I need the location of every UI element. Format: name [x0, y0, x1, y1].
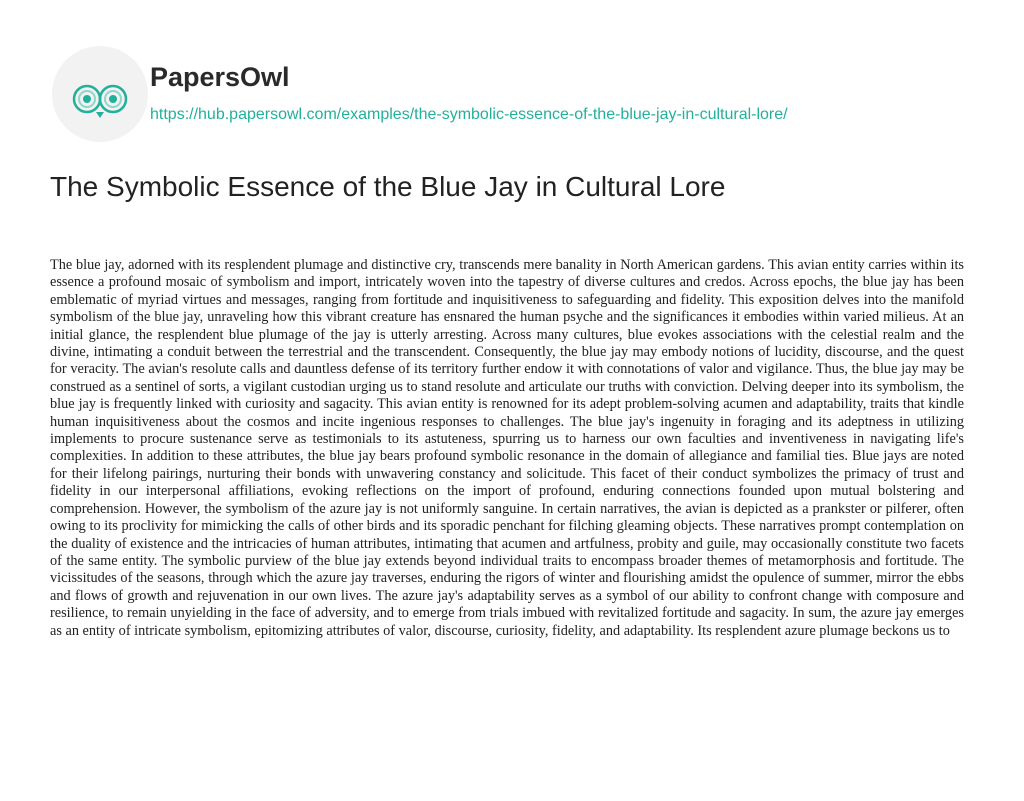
owl-eyes-icon — [50, 44, 150, 144]
article-title: The Symbolic Essence of the Blue Jay in Cultural Lore — [50, 171, 726, 202]
brand-header — [50, 44, 788, 144]
article-body: The blue jay, adorned with its resplendent plumage and distinctive cry, transcends mere banality in North American gardens. This avian entity carries within its essence a profound mosaic of symbolism and import, intricately woven into the tapestry of diverse cultures and credos. Across epochs, the blue jay has been emblematic of myriad virtues and messages, ranging from fortitude and inquisitiveness to safeguarding and fidelity. This exposition delves into the manifold symbolism of the blue jay, unraveling how this vibrant creature has ensnared the human psyche and the significances it embodies within varied milieus. At an initial glance, the resplendent blue plumage of the jay is utterly arresting. Across many cultures, blue evokes associations with the celestial realm and the divine, intimating a conduit between the terrestrial and the transcendent. Consequently, the blue jay may embody notions of lucidity, discourse, and the quest for veracity. The avian's resolute calls and dauntless defense of its territory further endow it with connotations of valor and vigilance. Thus, the blue jay may be construed as a sentinel of sorts, a vigilant custodian urging us to stand resolute and articulate our truths with conviction. Delving deeper into its symbolism, the blue jay is frequently linked with curiosity and sagacity. This avian entity is renowned for its adept problem-solving acumen and adaptability, traits that kindle human inquisitiveness about the cosmos and incite ingenious responses to challenges. The blue jay's ingenuity in foraging and its adeptness in utilizing implements to procure sustenance serve as testimonials to its astuteness, spurring us to harness our own faculties and inventiveness in navigating life's complexities. In addition to these attributes, the blue jay bears profound symbolic resonance in the domain of allegiance and familial ties. Blue jays are noted for their lifelong pairings, nurturing their bonds with unwavering constancy and solicitude. This facet of their conduct symbolizes the primacy of trust and fidelity in our interpersonal affiliations, evoking reflections on the import of profound, enduring connections founded upon mutual bolstering and comprehension. However, the symbolism of the azure jay is not uniformly sanguine. In certain narratives, the avian is depicted as a prankster or pilferer, often owing to its proclivity for mimicking the calls of other birds and its sporadic penchant for filching gleaming objects. These narratives prompt contemplation on the duality of existence and the intricacies of human attributes, intimating that acumen and artfulness, probity and guile, may occasionally constitute two facets of the same entity. The symbolic purview of the blue jay extends beyond individual traits to encompass broader themes of metamorphosis and fortitude. The vicissitudes of the seasons, through which the azure jay traverses, enduring the rigors of winter and flourishing amidst the opulence of summer, mirror the ebbs and flows of growth and rejuvenation in our own lives. The azure jay's adaptability serves as a symbol of our ability to confront change with composure and resilience, to remain unyielding in the face of adversity, and to emerge from trials imbued with revitalized fortitude and sagacity. In sum, the azure jay emerges as an entity of intricate symbolism, epitomizing attributes of valor, discourse, curiosity, fidelity, and adaptability. Its resplendent azure plumage beckons us to — [50, 257, 964, 639]
source-url-link[interactable]: https://hub.papersowl.com/examples/the-symbolic-essence-of-the-blue-jay-in-cultural-lore/ — [150, 106, 788, 123]
brand-name: PapersOwl — [150, 62, 290, 92]
